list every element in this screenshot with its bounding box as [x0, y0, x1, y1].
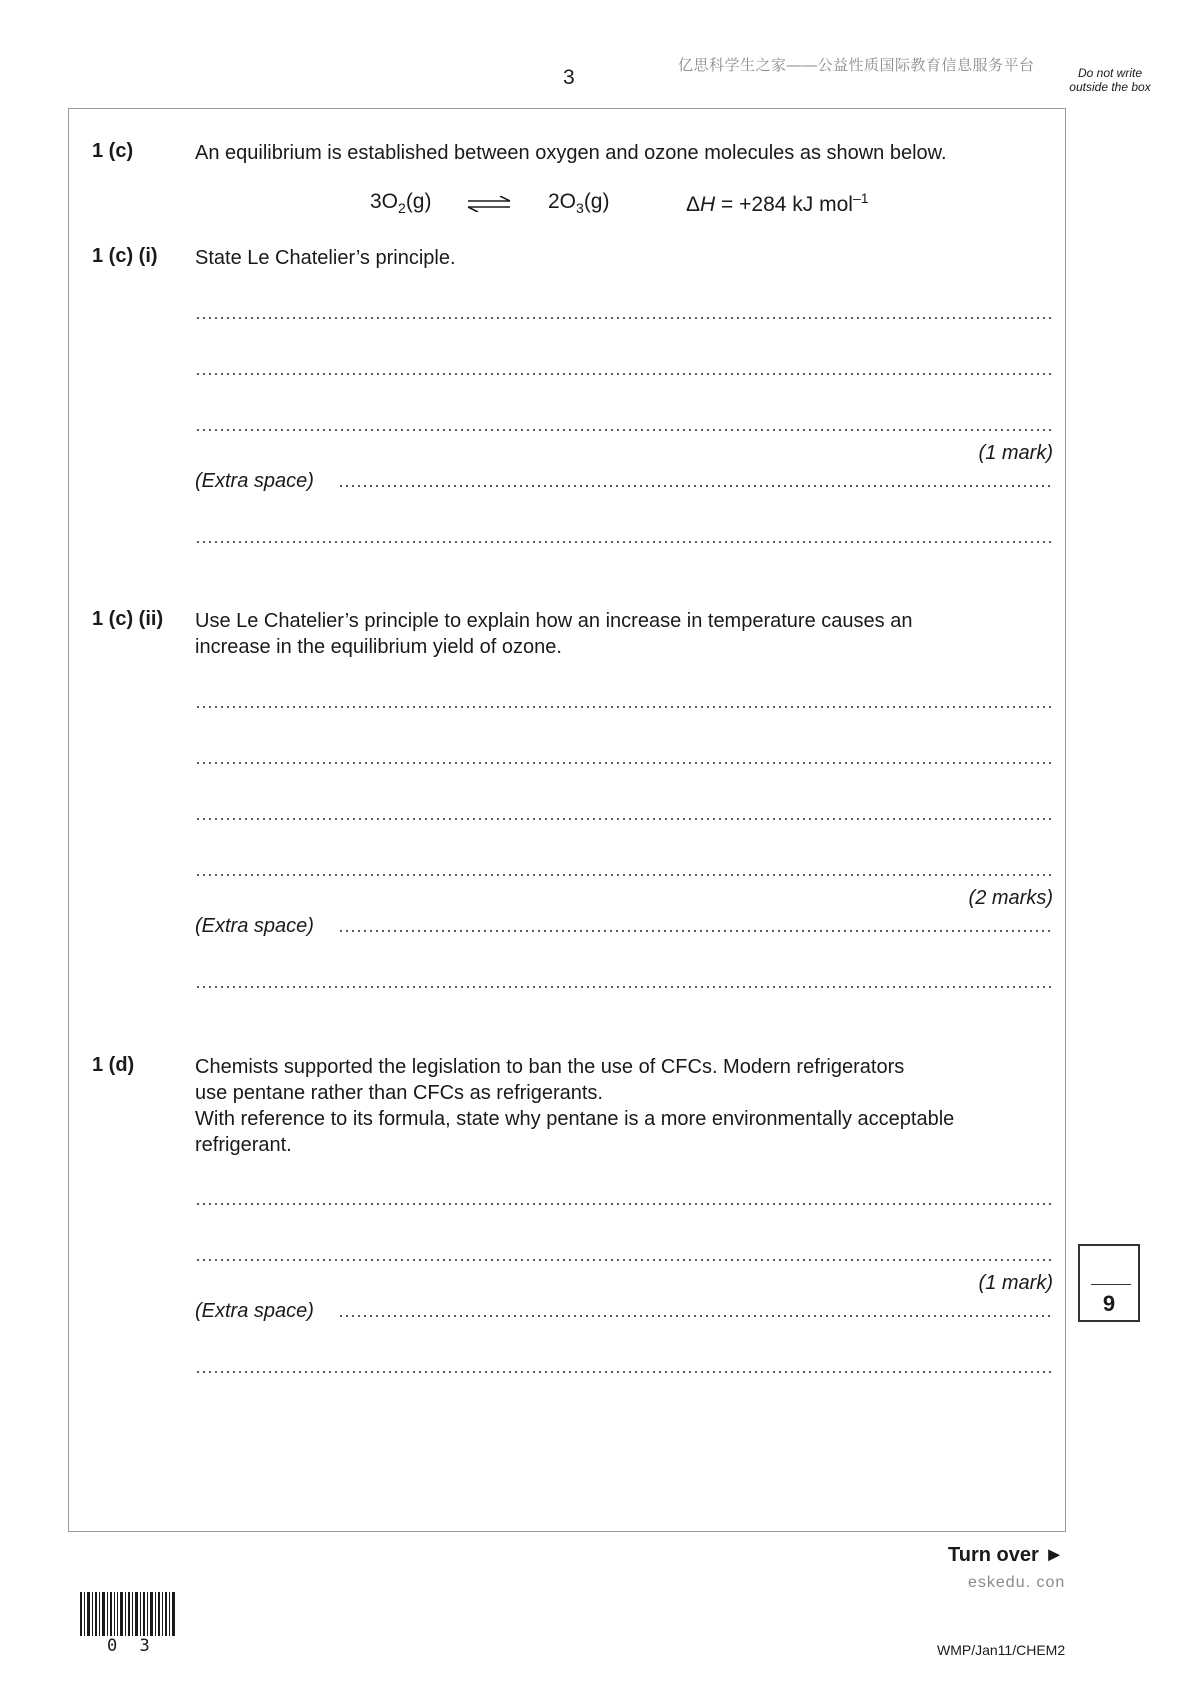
question-number-1d: 1 (d)	[92, 1054, 135, 1076]
enthalpy-change: ΔH = +284 kJ mol$^{-1}$	[686, 190, 869, 216]
answer-line[interactable]	[195, 1259, 1053, 1261]
page-number: 3	[563, 66, 575, 89]
barcode-number: 0 3	[107, 1636, 156, 1656]
extra-space-label: (Extra space)	[195, 470, 314, 492]
marks-label: (1 mark)	[978, 442, 1053, 464]
site-watermark: eskedu. con	[968, 1574, 1066, 1591]
equation-reactant: $3O_2(g)$	[370, 190, 432, 217]
extra-answer-line[interactable]	[338, 930, 1053, 932]
turn-over-label: Turn over ►	[948, 1544, 1065, 1566]
answer-line[interactable]	[195, 317, 1053, 319]
answer-line[interactable]	[195, 706, 1053, 708]
page-score-box	[1078, 1244, 1140, 1322]
answer-line[interactable]	[195, 373, 1053, 375]
extra-answer-line[interactable]	[338, 485, 1053, 487]
score-total: 9	[1102, 1291, 1116, 1316]
question-1d-line-3: With reference to its formula, state why pentane is a more environmentally acceptable	[195, 1108, 955, 1130]
extra-answer-line[interactable]	[338, 1315, 1053, 1317]
answer-line[interactable]	[195, 874, 1053, 876]
marks-label: (2 marks)	[968, 887, 1053, 909]
extra-answer-line[interactable]	[195, 541, 1053, 543]
extra-space-label: (Extra space)	[195, 1300, 314, 1322]
question-number-1c: 1 (c)	[92, 140, 134, 162]
equilibrium-arrows-icon	[466, 196, 512, 212]
margin-note: Do not write outside the box	[1069, 66, 1151, 94]
question-number-1cii: 1 (c) (ii)	[92, 608, 164, 630]
watermark-text: 亿思科学生之家——公益性质国际教育信息服务平台	[678, 57, 1035, 74]
extra-space-label: (Extra space)	[195, 915, 314, 937]
question-1d-line-4: refrigerant.	[195, 1134, 292, 1156]
extra-answer-line[interactable]	[195, 1371, 1053, 1373]
answer-line[interactable]	[195, 429, 1053, 431]
question-1cii-line-1: Use Le Chatelier’s principle to explain how an increase in temperature causes an	[195, 610, 913, 632]
answer-line[interactable]	[195, 1203, 1053, 1205]
equation-product: $2O_3(g)$	[548, 190, 610, 217]
question-1c-text: An equilibrium is established between oxygen and ozone molecules as shown below.	[195, 142, 947, 164]
extra-answer-line[interactable]	[195, 986, 1053, 988]
question-1d-line-1: Chemists supported the legislation to ban the use of CFCs. Modern refrigerators	[195, 1056, 905, 1078]
score-divider	[1091, 1284, 1131, 1285]
marks-label: (1 mark)	[978, 1272, 1053, 1294]
question-1ci-text: State Le Chatelier’s principle.	[195, 247, 456, 269]
question-1cii-line-2: increase in the equilibrium yield of ozone.	[195, 636, 562, 658]
answer-line[interactable]	[195, 818, 1053, 820]
question-1d-line-2: use pentane rather than CFCs as refrigerants.	[195, 1082, 603, 1104]
barcode-icon	[80, 1592, 176, 1636]
paper-reference-code: WMP/Jan11/CHEM2	[937, 1642, 1066, 1658]
answer-line[interactable]	[195, 762, 1053, 764]
question-number-1ci: 1 (c) (i)	[92, 245, 158, 267]
